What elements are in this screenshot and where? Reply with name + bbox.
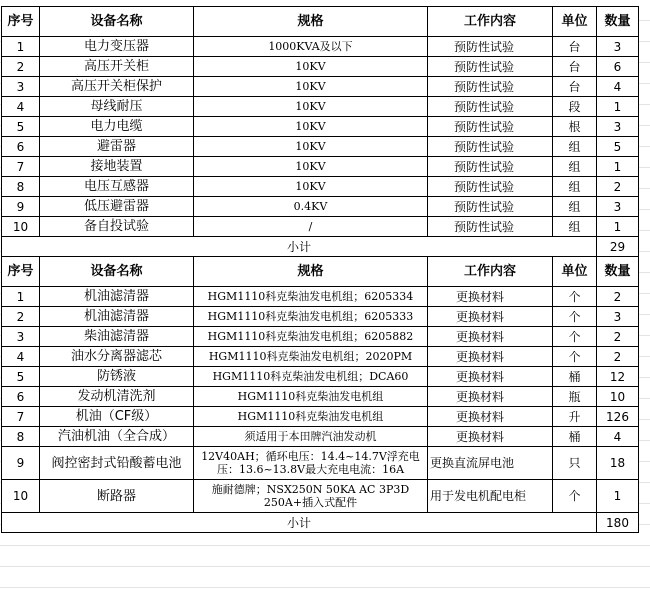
unit-cell: 台 <box>553 37 597 57</box>
table-row <box>2 77 639 97</box>
spec-cell: HGM1110科克柴油发电机组；6205333 <box>194 307 428 327</box>
device-name: 母线耐压 <box>40 97 194 117</box>
device-name: 断路器 <box>40 480 194 513</box>
quantity-cell: 126 <box>597 407 639 427</box>
spec-cell: 12V40AH；循环电压：14.4~14.7V浮充电压：13.6~13.8V最大充电电流：16A <box>194 447 428 480</box>
device-name: 机油滤清器 <box>40 287 194 307</box>
row-number: 7 <box>2 407 40 427</box>
header-no: 序号 <box>2 7 40 37</box>
work-content: 预防性试验 <box>428 137 553 157</box>
header-spec: 规格 <box>194 257 428 287</box>
row-number: 2 <box>2 57 40 77</box>
spec-cell: HGM1110科克柴油发电机组；DCA60 <box>194 367 428 387</box>
unit-cell: 只 <box>553 447 597 480</box>
header-row-2 <box>2 257 639 287</box>
unit-cell: 组 <box>553 197 597 217</box>
quantity-cell: 3 <box>597 117 639 137</box>
row-number: 4 <box>2 347 40 367</box>
quantity-cell: 3 <box>597 307 639 327</box>
row-number: 2 <box>2 307 40 327</box>
spec-cell: / <box>194 217 428 237</box>
device-name: 防锈液 <box>40 367 194 387</box>
row-number: 7 <box>2 157 40 177</box>
subtotal-value: 180 <box>597 513 639 533</box>
header-unit: 单位 <box>553 7 597 37</box>
subtotal-row-2 <box>2 513 639 533</box>
header-no: 序号 <box>2 257 40 287</box>
row-number: 9 <box>2 197 40 217</box>
device-name: 备自投试验 <box>40 217 194 237</box>
spec-cell: HGM1110科克柴油发电机组；6205334 <box>194 287 428 307</box>
quantity-cell: 18 <box>597 447 639 480</box>
table-row <box>2 57 639 77</box>
row-number: 8 <box>2 427 40 447</box>
row-number: 5 <box>2 367 40 387</box>
row-number: 1 <box>2 37 40 57</box>
header-row-1 <box>2 7 639 37</box>
section2-body <box>2 287 639 513</box>
work-content: 用于发电机配电柜 <box>428 480 553 513</box>
equipment-table <box>1 6 639 533</box>
row-number: 3 <box>2 327 40 347</box>
subtotal-row-1 <box>2 237 639 257</box>
work-content: 更换材料 <box>428 367 553 387</box>
table-row <box>2 367 639 387</box>
quantity-cell: 6 <box>597 57 639 77</box>
row-number: 1 <box>2 287 40 307</box>
work-content: 预防性试验 <box>428 197 553 217</box>
subtotal-value: 29 <box>597 237 639 257</box>
spec-cell: 10KV <box>194 117 428 137</box>
unit-cell: 个 <box>553 327 597 347</box>
work-content: 预防性试验 <box>428 117 553 137</box>
row-number: 10 <box>2 217 40 237</box>
table-row <box>2 97 639 117</box>
work-content: 更换材料 <box>428 327 553 347</box>
unit-cell: 段 <box>553 97 597 117</box>
quantity-cell: 4 <box>597 77 639 97</box>
quantity-cell: 1 <box>597 480 639 513</box>
unit-cell: 桶 <box>553 427 597 447</box>
quantity-cell: 1 <box>597 217 639 237</box>
work-content: 更换材料 <box>428 387 553 407</box>
table-row <box>2 347 639 367</box>
table-row <box>2 387 639 407</box>
header-qty: 数量 <box>597 257 639 287</box>
unit-cell: 个 <box>553 287 597 307</box>
spec-cell: HGM1110科克柴油发电机组 <box>194 407 428 427</box>
work-content: 预防性试验 <box>428 57 553 77</box>
spec-cell: 10KV <box>194 97 428 117</box>
quantity-cell: 1 <box>597 97 639 117</box>
section1-body <box>2 37 639 237</box>
header-work: 工作内容 <box>428 257 553 287</box>
header-name: 设备名称 <box>40 257 194 287</box>
table-row <box>2 327 639 347</box>
quantity-cell: 10 <box>597 387 639 407</box>
table-row <box>2 447 639 480</box>
row-number: 8 <box>2 177 40 197</box>
row-number: 3 <box>2 77 40 97</box>
table-row <box>2 307 639 327</box>
spec-cell: HGM1110科克柴油发电机组；2020PM <box>194 347 428 367</box>
subtotal-label: 小计 <box>2 513 597 533</box>
quantity-cell: 2 <box>597 287 639 307</box>
unit-cell: 个 <box>553 347 597 367</box>
unit-cell: 台 <box>553 77 597 97</box>
table-row <box>2 427 639 447</box>
table-row <box>2 197 639 217</box>
row-number: 6 <box>2 387 40 407</box>
device-name: 高压开关柜 <box>40 57 194 77</box>
spec-cell: HGM1110科克柴油发电机组；6205882 <box>194 327 428 347</box>
header-spec: 规格 <box>194 7 428 37</box>
device-name: 阀控密封式铅酸蓄电池 <box>40 447 194 480</box>
work-content: 预防性试验 <box>428 217 553 237</box>
work-content: 更换材料 <box>428 427 553 447</box>
device-name: 电压互感器 <box>40 177 194 197</box>
spec-cell: HGM1110科克柴油发电机组 <box>194 387 428 407</box>
table-row <box>2 37 639 57</box>
unit-cell: 组 <box>553 157 597 177</box>
header-work: 工作内容 <box>428 7 553 37</box>
device-name: 油水分离器滤芯 <box>40 347 194 367</box>
quantity-cell: 12 <box>597 367 639 387</box>
spec-cell: 10KV <box>194 157 428 177</box>
table-row <box>2 407 639 427</box>
work-content: 更换材料 <box>428 307 553 327</box>
device-name: 电力电缆 <box>40 117 194 137</box>
spec-cell: 10KV <box>194 77 428 97</box>
spec-cell: 10KV <box>194 177 428 197</box>
header-qty: 数量 <box>597 7 639 37</box>
unit-cell: 组 <box>553 137 597 157</box>
header-unit: 单位 <box>553 257 597 287</box>
work-content: 更换材料 <box>428 347 553 367</box>
subtotal-label: 小计 <box>2 237 597 257</box>
table-row <box>2 157 639 177</box>
table-row <box>2 480 639 513</box>
device-name: 发动机清洗剂 <box>40 387 194 407</box>
quantity-cell: 2 <box>597 327 639 347</box>
work-content: 更换材料 <box>428 407 553 427</box>
device-name: 机油（CF级） <box>40 407 194 427</box>
spec-cell: 须适用于本田牌汽油发动机 <box>194 427 428 447</box>
unit-cell: 组 <box>553 177 597 197</box>
table-row <box>2 137 639 157</box>
quantity-cell: 1 <box>597 157 639 177</box>
work-content: 预防性试验 <box>428 97 553 117</box>
spec-cell: 10KV <box>194 57 428 77</box>
device-name: 避雷器 <box>40 137 194 157</box>
table-row <box>2 217 639 237</box>
spec-cell: 1000KVA及以下 <box>194 37 428 57</box>
unit-cell: 桶 <box>553 367 597 387</box>
quantity-cell: 3 <box>597 37 639 57</box>
unit-cell: 瓶 <box>553 387 597 407</box>
spec-cell: 施耐德牌；NSX250N 50KA AC 3P3D 250A+插入式配件 <box>194 480 428 513</box>
row-number: 6 <box>2 137 40 157</box>
unit-cell: 个 <box>553 307 597 327</box>
row-number: 10 <box>2 480 40 513</box>
row-number: 5 <box>2 117 40 137</box>
work-content: 预防性试验 <box>428 157 553 177</box>
device-name: 接地装置 <box>40 157 194 177</box>
quantity-cell: 2 <box>597 177 639 197</box>
unit-cell: 升 <box>553 407 597 427</box>
table-row <box>2 117 639 137</box>
work-content: 预防性试验 <box>428 77 553 97</box>
header-name: 设备名称 <box>40 7 194 37</box>
device-name: 低压避雷器 <box>40 197 194 217</box>
device-name: 柴油滤清器 <box>40 327 194 347</box>
work-content: 更换直流屏电池 <box>428 447 553 480</box>
quantity-cell: 5 <box>597 137 639 157</box>
device-name: 汽油机油（全合成） <box>40 427 194 447</box>
row-number: 9 <box>2 447 40 480</box>
work-content: 预防性试验 <box>428 37 553 57</box>
table-row <box>2 287 639 307</box>
device-name: 高压开关柜保护 <box>40 77 194 97</box>
work-content: 预防性试验 <box>428 177 553 197</box>
unit-cell: 根 <box>553 117 597 137</box>
spec-cell: 10KV <box>194 137 428 157</box>
device-name: 机油滤清器 <box>40 307 194 327</box>
table-row <box>2 177 639 197</box>
unit-cell: 个 <box>553 480 597 513</box>
spec-cell: 0.4KV <box>194 197 428 217</box>
quantity-cell: 3 <box>597 197 639 217</box>
row-number: 4 <box>2 97 40 117</box>
unit-cell: 组 <box>553 217 597 237</box>
quantity-cell: 4 <box>597 427 639 447</box>
device-name: 电力变压器 <box>40 37 194 57</box>
unit-cell: 台 <box>553 57 597 77</box>
work-content: 更换材料 <box>428 287 553 307</box>
quantity-cell: 2 <box>597 347 639 367</box>
